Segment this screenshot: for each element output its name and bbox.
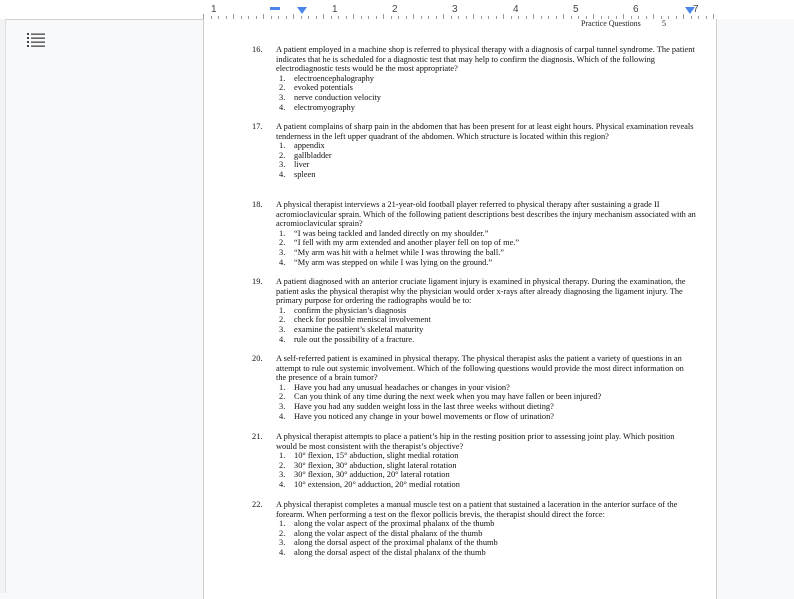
right-margin (716, 19, 794, 593)
question-number: 22. (252, 500, 263, 509)
question-16 (252, 45, 696, 112)
option: 3. “My arm was hit with a helmet while I was throwing the ball.” (279, 247, 505, 257)
question-20 (252, 354, 696, 421)
option: 4. rule out the possibility of a fracture. (279, 334, 415, 344)
option: 1. confirm the physician’s diagnosis (279, 305, 407, 315)
question-22 (252, 500, 696, 558)
ruler-number: 3 (452, 4, 458, 15)
question-number: 17. (252, 122, 263, 131)
question-text: A patient employed in a machine shop is referred to physical therapy with a diagnosis of carpal tunnel syndrome. The patient indicates that he is scheduled for a diagnostic test that may help to confirm the diagnosis. Which of the following electrodiagnostic tests would be the most appropriate? (276, 45, 695, 74)
option: 3. 30° flexion, 30° adduction, 20° lateral rotation (279, 470, 450, 480)
question-number: 20. (252, 354, 263, 363)
option: 2. evoked potentials (279, 83, 353, 93)
option: 1. Have you had any unusual headaches or changes in your vision? (279, 382, 510, 392)
question-21 (252, 432, 696, 490)
ruler-number: 4 (513, 4, 519, 15)
option: 4. spleen (279, 169, 316, 179)
document-page[interactable] (203, 19, 717, 599)
ruler-number: 6 (633, 4, 639, 15)
option: 3. along the dorsal aspect of the proximal phalanx of the thumb (279, 538, 498, 548)
option: 1. “I was being tackled and landed directly on my shoulder.” (279, 228, 489, 238)
option-list (276, 74, 696, 112)
question-19 (252, 277, 696, 344)
question-18 (252, 200, 696, 267)
option: 3. liver (279, 160, 310, 170)
horizontal-ruler[interactable] (0, 0, 794, 20)
option: 2. “I fell with my arm extended and another player fell on top of me.” (279, 238, 520, 248)
question-number: 18. (252, 200, 263, 209)
option: 2. Can you think of any time during the next week when you may have fallen or been injured? (279, 392, 602, 402)
question-text: A self-referred patient is examined in physical therapy. The physical therapist asks the patient a variety of questions in an attempt to rule out systemic involvement. Which of the following questions would provide the most direct information on the presence of a brain tumor? (276, 354, 684, 383)
option: 4. along the dorsal aspect of the distal phalanx of the thumb (279, 547, 486, 557)
option: 2. gallbladder (279, 150, 332, 160)
question-17 (252, 122, 696, 180)
option: 1. along the volar aspect of the proximal phalanx of the thumb (279, 519, 495, 529)
option-list (276, 451, 696, 489)
option: 4. “My arm was stepped on while I was lying on the ground.” (279, 257, 493, 267)
question-number: 19. (252, 277, 263, 286)
page-header-number: 5 (662, 19, 666, 28)
option: 1. electroencephalography (279, 73, 374, 83)
option-list (276, 306, 696, 344)
option: 4. Have you noticed any change in your bowel movements or flow of urination? (279, 411, 555, 421)
left-indent-marker[interactable] (297, 7, 307, 14)
option: 3. nerve conduction velocity (279, 92, 381, 102)
question-text: A physical therapist completes a manual muscle test on a patient that sustained a laceration in the anterior surface of the forearm. When performing a test on the flexor pollicis brevis, the therapist should direct the force: (276, 500, 678, 519)
option-list (276, 229, 696, 267)
first-line-indent-marker[interactable] (270, 7, 280, 10)
question-number: 16. (252, 45, 263, 54)
option-list (276, 141, 696, 179)
ruler-number: 1 (211, 4, 217, 15)
question-text: A patient diagnosed with an anterior cruciate ligament injury is examined in physical therapy. During the examination, the patient asks the physical therapist why the physician would order x-rays after already diagnosing the ligament injury. The primary purpose for ordering the radiographs would be to: (276, 277, 686, 306)
option: 2. along the volar aspect of the distal phalanx of the thumb (279, 528, 483, 538)
option: 2. 30° flexion, 30° abduction, slight lateral rotation (279, 460, 457, 470)
option-list (276, 519, 696, 557)
left-margin (0, 19, 6, 593)
page-header-title: Practice Questions (581, 19, 641, 28)
ruler-number: 2 (392, 4, 398, 15)
option: 4. 10° extension, 20° adduction, 20° medial rotation (279, 479, 460, 489)
question-number: 21. (252, 432, 263, 441)
option: 1. appendix (279, 141, 325, 151)
option: 3. Have you had any sudden weight loss in the last three weeks without dieting? (279, 401, 554, 411)
question-text: A patient complains of sharp pain in the abdomen that has been present for at least eight hours. Physical examination reveals tenderness in the left upper quadrant of the abdomen. Which structure is located within this region? (276, 122, 694, 141)
question-text: A physical therapist interviews a 21-year-old football player referred to physical therapy after sustaining a grade II acromioclavicular sprain. Which of the following patient descriptions best describes the injury mechanism associated with an acromioclavicular sprain? (276, 200, 696, 229)
option: 1. 10° flexion, 15° abduction, slight medial rotation (279, 451, 459, 461)
ruler-number: 5 (573, 4, 579, 15)
option: 3. examine the patient’s skeletal maturity (279, 324, 424, 334)
option-list (276, 383, 696, 421)
outline-icon[interactable] (27, 32, 45, 48)
option: 2. check for possible meniscal involvement (279, 315, 431, 325)
right-indent-marker[interactable] (685, 7, 695, 14)
question-text: A physical therapist attempts to place a patient’s hip in the resting position prior to assessing joint play. Which position would be most consistent with the therapist’s objective? (276, 432, 675, 451)
ruler-number: 7 (693, 4, 699, 15)
ruler-number: 1 (332, 4, 338, 15)
option: 4. electromyography (279, 102, 355, 112)
